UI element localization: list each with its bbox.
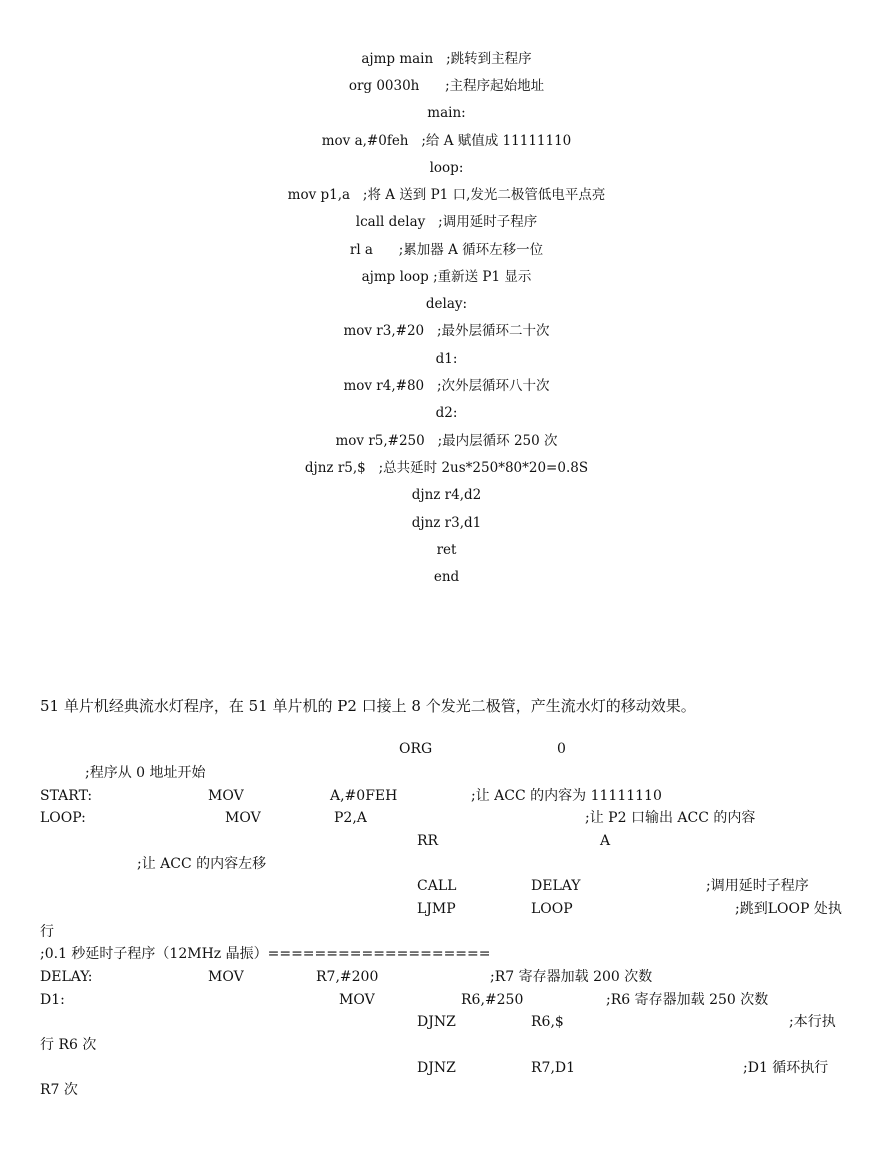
operand: R7,D1 <box>531 1060 576 1076</box>
operand: A,#0FEH <box>330 788 398 804</box>
opcode: LJMP <box>417 901 456 917</box>
code-line: end <box>433 569 460 585</box>
comment: R7 次 <box>40 1082 78 1098</box>
code-line: djnz r4,d2 <box>411 487 482 503</box>
opcode: ORG <box>399 741 433 757</box>
operand: A <box>600 833 611 849</box>
operand: R7,#200 <box>316 969 379 985</box>
code-line: mov r4,#80 ;次外层循环八十次 <box>343 378 550 394</box>
comment: 行 <box>40 924 54 940</box>
code-line: d1: <box>435 351 458 367</box>
operand: R6,$ <box>531 1014 564 1030</box>
opcode: MOV <box>225 810 261 826</box>
opcode: DJNZ <box>417 1060 456 1076</box>
code-line: djnz r5,$ ;总共延时 2us*250*80*20=0.8S <box>304 460 589 476</box>
code-line: main: <box>427 105 466 121</box>
code-line: delay: <box>425 296 468 312</box>
code-line: ret <box>436 542 457 558</box>
operand: DELAY <box>531 878 581 894</box>
operand: LOOP <box>531 901 573 917</box>
label: LOOP: <box>40 810 86 826</box>
opcode: MOV <box>208 969 244 985</box>
code-line: mov r5,#250 ;最内层循环 250 次 <box>335 433 558 449</box>
operand: R6,#250 <box>461 992 524 1008</box>
operand: P2,A <box>334 810 367 826</box>
comment: ;0.1 秒延时子程序（12MHz 晶振）=================== <box>40 946 491 962</box>
comment: ;R7 寄存器加载 200 次数 <box>490 969 653 985</box>
label: D1: <box>40 992 65 1008</box>
opcode: CALL <box>417 878 457 894</box>
comment: ;跳到LOOP 处执 <box>735 901 842 917</box>
code-line: mov a,#0feh ;给 A 赋值成 11111110 <box>321 133 572 149</box>
code-line: loop: <box>429 160 464 176</box>
comment: ;本行执 <box>789 1014 836 1030</box>
comment: ;让 P2 口输出 ACC 的内容 <box>585 810 756 826</box>
label: DELAY: <box>40 969 93 985</box>
intro-paragraph: 51 单片机经典流水灯程序，在 51 单片机的 P2 口接上 8 个发光二极管，产生流水灯的移动效果。 <box>40 697 696 715</box>
code-line: lcall delay ;调用延时子程序 <box>355 214 538 230</box>
code-line: mov p1,a ;将 A 送到 P1 口,发光二极管低电平点亮 <box>287 187 606 203</box>
label: START: <box>40 788 93 804</box>
opcode: RR <box>417 833 439 849</box>
comment: ;让 ACC 的内容左移 <box>137 856 267 872</box>
comment: ;程序从 0 地址开始 <box>85 765 206 781</box>
code-line: rl a ;累加器 A 循环左移一位 <box>349 242 544 258</box>
code-line: ajmp main ;跳转到主程序 <box>361 51 532 67</box>
code-line: mov r3,#20 ;最外层循环二十次 <box>343 323 550 339</box>
comment: ;R6 寄存器加载 250 次数 <box>606 992 769 1008</box>
opcode: MOV <box>208 788 244 804</box>
opcode: MOV <box>339 992 375 1008</box>
operand: 0 <box>557 741 566 757</box>
comment: ;D1 循环执行 <box>743 1060 829 1076</box>
code-line: ajmp loop ;重新送 P1 显示 <box>361 269 532 285</box>
comment: 行 R6 次 <box>40 1037 97 1053</box>
code-line: djnz r3,d1 <box>411 515 482 531</box>
code-line: d2: <box>435 405 458 421</box>
code-line: org 0030h ;主程序起始地址 <box>348 78 545 94</box>
comment: ;调用延时子程序 <box>706 878 809 894</box>
comment: ;让 ACC 的内容为 11111110 <box>471 788 662 804</box>
opcode: DJNZ <box>417 1014 456 1030</box>
